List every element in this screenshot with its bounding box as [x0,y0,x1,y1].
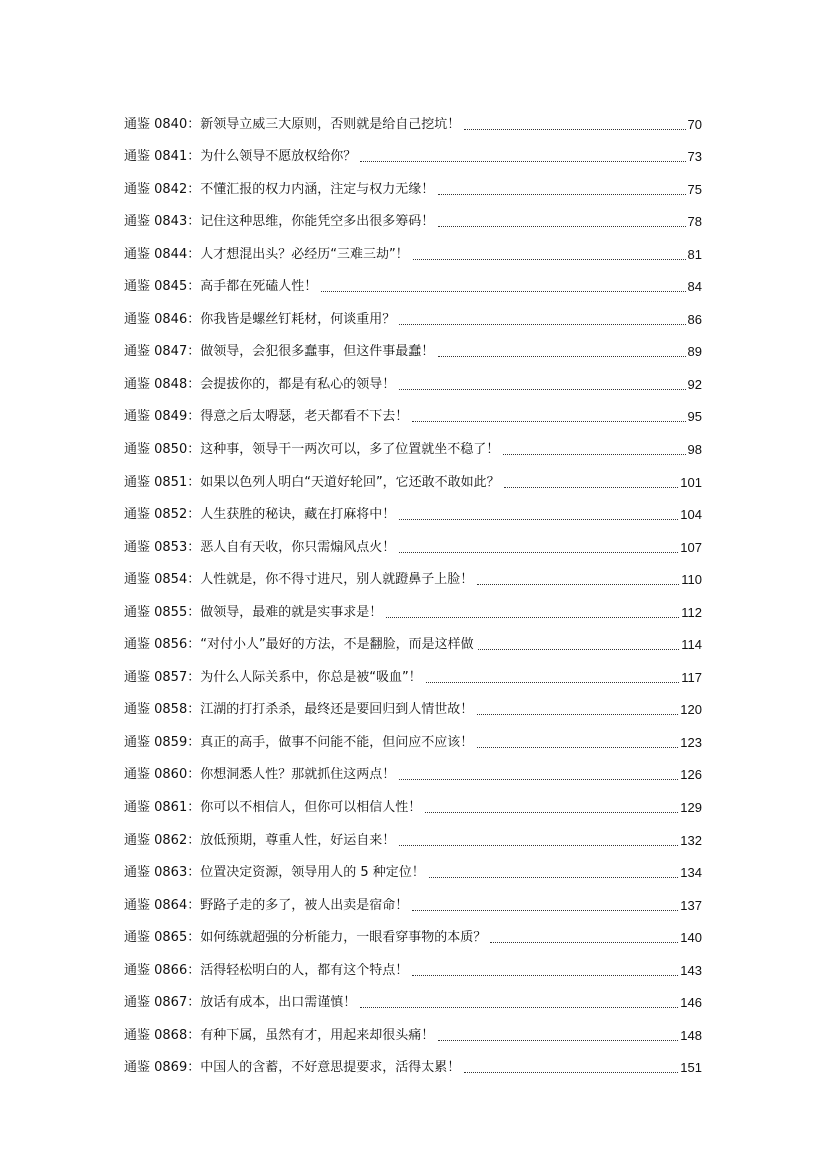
toc-entry-page-number[interactable]: 148 [680,1027,702,1043]
toc-entry-title[interactable]: 通鉴 0862：放低预期，尊重人性，好运自来！ [124,832,396,848]
dot-leader [438,1040,678,1041]
toc-entry-page-number[interactable]: 137 [680,897,702,913]
toc-entry-page-number[interactable]: 92 [687,376,702,392]
toc-entry-page-number[interactable]: 126 [680,767,702,783]
toc-entry-title[interactable]: 通鉴 0846：你我皆是螺丝钉耗材，何谈重用？ [124,311,396,327]
toc-entry[interactable] [124,397,702,430]
toc-entry-page-number[interactable]: 107 [680,539,702,555]
dot-leader [438,226,685,227]
toc-entry[interactable] [124,787,702,820]
toc-entry[interactable] [124,918,702,951]
toc-entry[interactable] [124,983,702,1016]
toc-entry[interactable] [124,169,702,202]
toc-entry-title[interactable]: 通鉴 0842：不懂汇报的权力内涵，注定与权力无缘！ [124,181,435,197]
toc-entry[interactable] [124,364,702,397]
toc-entry-page-number[interactable]: 86 [687,311,702,327]
dot-leader [464,1072,678,1073]
toc-entry[interactable] [124,462,702,495]
dot-leader [504,487,679,488]
toc-entry-title[interactable]: 通鉴 0864：野路子走的多了，被人出卖是宿命！ [124,897,409,913]
toc-entry-title[interactable]: 通鉴 0861：你可以不相信人，但你可以相信人性！ [124,800,422,816]
toc-entry[interactable] [124,267,702,300]
toc-entry[interactable] [124,657,702,690]
dot-leader [360,1007,678,1008]
dot-leader [477,584,679,585]
toc-entry[interactable] [124,527,702,560]
toc-entry-title[interactable]: 通鉴 0865：如何练就超强的分析能力，一眼看穿事物的本质？ [124,930,487,946]
toc-entry[interactable] [124,332,702,365]
toc-entry[interactable] [124,592,702,625]
toc-entry-page-number[interactable]: 73 [687,149,702,165]
dot-leader [438,356,685,357]
dot-leader [426,682,680,683]
toc-entry[interactable] [124,104,702,137]
toc-entry-page-number[interactable]: 143 [680,962,702,978]
toc-entry-page-number[interactable]: 123 [680,734,702,750]
toc-entry-page-number[interactable]: 84 [687,279,702,295]
toc-entry-title[interactable]: 通鉴 0854：人性就是，你不得寸进尺，别人就蹬鼻子上脸！ [124,572,474,588]
dot-leader [412,975,678,976]
dot-leader [399,389,685,390]
toc-entry-page-number[interactable]: 129 [680,800,702,816]
toc-entry[interactable] [124,137,702,170]
toc-entry-title[interactable]: 通鉴 0840：新领导立威三大原则，否则就是给自己挖坑！ [124,116,461,132]
toc-entry-title[interactable]: 通鉴 0859：真正的高手，做事不问能不能，但问应不应该！ [124,734,474,750]
toc-entry-title[interactable]: 通鉴 0866：活得轻松明白的人，都有这个特点！ [124,962,409,978]
dot-leader [399,845,678,846]
dot-leader [399,519,678,520]
toc-entry[interactable] [124,1015,702,1048]
toc-entry-title[interactable]: 通鉴 0867：放话有成本，出口需谨慎！ [124,995,357,1011]
toc-entry-title[interactable]: 通鉴 0847：做领导，会犯很多蠢事，但这件事最蠢！ [124,344,435,360]
dot-leader [360,161,685,162]
dot-leader [429,877,679,878]
dot-leader [399,552,678,553]
dot-leader [478,649,680,650]
toc-entry-title[interactable]: 通鉴 0860：你想洞悉人性？那就抓住这两点！ [124,767,396,783]
toc-entry-page-number[interactable]: 95 [687,409,702,425]
toc-entry-page-number[interactable]: 114 [681,637,702,653]
dot-leader [321,291,685,292]
toc-entry[interactable] [124,885,702,918]
toc-entry-page-number[interactable]: 117 [681,669,702,685]
dot-leader [425,812,678,813]
toc-entry[interactable] [124,495,702,528]
dot-leader [413,259,686,260]
toc-entry-title[interactable]: 通鉴 0855：做领导，最难的就是实事求是！ [124,604,383,620]
toc-entry[interactable] [124,853,702,886]
toc-entry-page-number[interactable]: 110 [681,572,702,588]
toc-entry-title[interactable]: 通鉴 0863：位置决定资源，领导用人的 5 种定位！ [124,865,425,881]
toc-entry-page-number[interactable]: 81 [687,246,702,262]
toc-entry[interactable] [124,625,702,658]
dot-leader [503,454,685,455]
dot-leader [438,194,685,195]
dot-leader [399,779,678,780]
toc-entry-page-number[interactable]: 78 [687,214,702,230]
dot-leader [399,324,685,325]
toc-entry[interactable] [124,1048,702,1081]
toc-entry-title[interactable]: 通鉴 0853：恶人自有天收，你只需煽风点火！ [124,539,396,555]
toc-entry-title[interactable]: 通鉴 0848：会提拔你的，都是有私心的领导！ [124,376,396,392]
toc-entry-title[interactable]: 通鉴 0845：高手都在死磕人性！ [124,279,318,295]
toc-entry-page-number[interactable]: 70 [687,116,702,132]
toc-entry[interactable] [124,202,702,235]
toc-entry[interactable] [124,690,702,723]
toc-entry-title[interactable]: 通鉴 0858：江湖的打打杀杀，最终还是要回归到人情世故！ [124,702,474,718]
dot-leader [464,129,685,130]
toc-entry-page-number[interactable]: 104 [680,507,702,523]
toc-entry[interactable] [124,722,702,755]
dot-leader [477,714,678,715]
toc-entry-title[interactable]: 通鉴 0849：得意之后太嘚瑟，老天都看不下去！ [124,409,409,425]
toc-entry-title[interactable]: 通鉴 0843：记住这种思维，你能凭空多出很多筹码！ [124,214,435,230]
toc-entry-title[interactable]: 通鉴 0844：人才想混出头？必经历“三难三劫”！ [124,246,409,262]
dot-leader [386,617,679,618]
toc-entry-page-number[interactable]: 146 [680,995,702,1011]
dot-leader [412,910,678,911]
toc-entry[interactable] [124,560,702,593]
toc-entry-page-number[interactable]: 151 [680,1060,702,1076]
toc-entry[interactable] [124,234,702,267]
toc-entry-page-number[interactable]: 112 [681,604,702,620]
toc-entry-title[interactable]: 通鉴 0851：如果以色列人明白“天道好轮回”，它还敢不敢如此？ [124,474,500,490]
toc-entry[interactable] [124,755,702,788]
dot-leader [477,747,678,748]
toc-entry-title[interactable]: 通鉴 0869：中国人的含蓄，不好意思提要求，活得太累！ [124,1060,461,1076]
toc-entry-page-number[interactable]: 89 [687,344,702,360]
dot-leader [490,942,678,943]
toc-entry-title[interactable]: 通鉴 0852：人生获胜的秘诀，藏在打麻将中！ [124,507,396,523]
toc-entry-title[interactable]: 通鉴 0857：为什么人际关系中，你总是被“吸血”！ [124,669,422,685]
toc-entry[interactable] [124,820,702,853]
toc-entry-title[interactable]: 通鉴 0850：这种事，领导干一两次可以，多了位置就坐不稳了！ [124,442,500,458]
toc-entry-page-number[interactable]: 134 [680,865,702,881]
dot-leader [412,421,685,422]
toc-entry-page-number[interactable]: 101 [680,474,702,490]
toc-entry-page-number[interactable]: 140 [680,930,702,946]
toc-entry-title[interactable]: 通鉴 0856：“对付小人”最好的方法，不是翻脸，而是这样做 [124,637,474,653]
toc-entry[interactable] [124,950,702,983]
table-of-contents [124,104,702,1080]
toc-entry-page-number[interactable]: 132 [680,832,702,848]
toc-entry[interactable] [124,299,702,332]
toc-entry-page-number[interactable]: 98 [687,442,702,458]
toc-entry-page-number[interactable]: 75 [687,181,702,197]
toc-entry-title[interactable]: 通鉴 0841：为什么领导不愿放权给你？ [124,149,357,165]
toc-entry-title[interactable]: 通鉴 0868：有种下属，虽然有才，用起来却很头痛！ [124,1027,435,1043]
toc-entry-page-number[interactable]: 120 [680,702,702,718]
toc-entry[interactable] [124,429,702,462]
